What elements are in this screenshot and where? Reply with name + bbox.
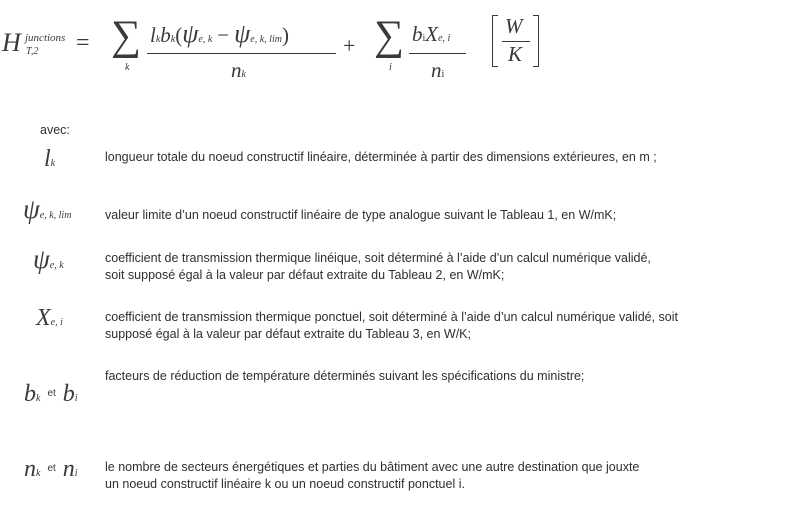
term1-numerator (150, 19, 289, 49)
term1-fraction-bar (147, 53, 336, 54)
term2-fraction-bar (409, 53, 466, 54)
definition-symbol (24, 456, 78, 483)
definition-symbol (36, 305, 63, 332)
term2-x-sub: e, i (438, 33, 451, 44)
term1-psi2: ψ (234, 19, 251, 48)
formula-plus: + (343, 33, 356, 58)
symbol-sub: e, i (50, 317, 63, 328)
term2-numerator (412, 22, 450, 47)
formula-lhs-super: junctions (25, 32, 66, 44)
term2-denominator (431, 58, 444, 83)
symbol-et: et (47, 388, 56, 399)
definition-symbol (24, 381, 78, 408)
symbol2-sub: i (74, 393, 78, 404)
term2-b: b (412, 22, 423, 46)
formula-lhs-sub: T,2 (26, 46, 39, 57)
definition-text-line2: un noeud constructif linéaire k ou un noeud constructif ponctuel i. (105, 477, 465, 491)
symbol-sub: k (50, 158, 56, 169)
symbol-sub: e, k (49, 260, 64, 271)
symbol-main: b (24, 381, 36, 407)
term1-n: n (231, 58, 242, 82)
definition-symbol (33, 244, 64, 275)
term1-open-paren: ( (175, 23, 183, 47)
definition-text: facteurs de réduction de température déterminés suivant les spécifications du ministre; (105, 369, 585, 383)
symbol2-main: b (62, 381, 75, 407)
definition-text: valeur limite d’un noeud constructif linéaire de type analogue suivant le Tableau 1, en W/mK; (105, 208, 617, 222)
term1-l-sub: k (155, 34, 161, 45)
sum1-index: k (125, 62, 130, 73)
symbol2-sub: i (74, 468, 78, 479)
definition-text-line2: soit supposé égal à la valeur par défaut extraite du Tableau 2, en W/mK; (105, 268, 505, 282)
unit-numerator: W (505, 14, 523, 38)
term1-denominator (231, 58, 246, 83)
definition-text-line1: le nombre de secteurs énergétiques et parties du bâtiment avec une autre destination que jouxte (105, 460, 640, 474)
symbol-main: X (36, 305, 51, 331)
avec-label: avec: (40, 123, 70, 137)
term2-n: n (431, 58, 442, 82)
symbol-main: l (44, 146, 51, 172)
definition-text: longueur totale du noeud constructif linéaire, déterminée à partir des dimensions extérieures, en m ; (105, 150, 657, 164)
term1-b: b (160, 23, 171, 47)
term1-close-paren: ) (281, 23, 289, 47)
unit-right-bracket (533, 15, 539, 67)
term1-psi2-sub: e, k, lim (250, 34, 282, 45)
sum-symbol-1: ∑ (111, 13, 141, 59)
term1-b-sub: k (170, 34, 176, 45)
formula-equals: = (76, 30, 90, 56)
symbol-main: ψ (23, 194, 40, 224)
symbol-main: ψ (33, 244, 50, 274)
definition-symbol (23, 194, 71, 225)
symbol2-main: n (62, 456, 75, 482)
formula-lhs-letter: H (2, 28, 21, 57)
symbol-et: et (47, 463, 56, 474)
symbol-main: n (24, 456, 36, 482)
term1-l: l (150, 23, 156, 47)
unit-denominator: K (508, 42, 523, 66)
definition-text-line2: supposé égal à la valeur par défaut extraite du Tableau 3, en W/K; (105, 327, 471, 341)
term1-n-sub: k (241, 69, 246, 80)
symbol-sub: k (36, 393, 41, 404)
definition-text-line1: coefficient de transmission thermique ponctuel, soit déterminé à l’aide d’un calcul numérique validé, soit (105, 310, 678, 324)
unit-left-bracket (492, 15, 498, 67)
sum-symbol-2: ∑ (374, 13, 404, 59)
term1-minus: − (217, 23, 230, 47)
definition-text-line1: coefficient de transmission thermique linéique, soit déterminé à l’aide d’un calcul numérique validé, (105, 251, 651, 265)
symbol-sub: e, k, lim (39, 210, 72, 221)
definition-symbol (44, 146, 55, 173)
term1-psi1: ψ (182, 19, 199, 48)
term2-x: X (425, 22, 439, 46)
term1-psi1-sub: e, k (198, 34, 213, 45)
term2-n-sub: i (441, 69, 445, 80)
sum2-index: i (389, 62, 392, 73)
term2-b-sub: i (422, 33, 426, 44)
symbol-sub: k (36, 468, 41, 479)
